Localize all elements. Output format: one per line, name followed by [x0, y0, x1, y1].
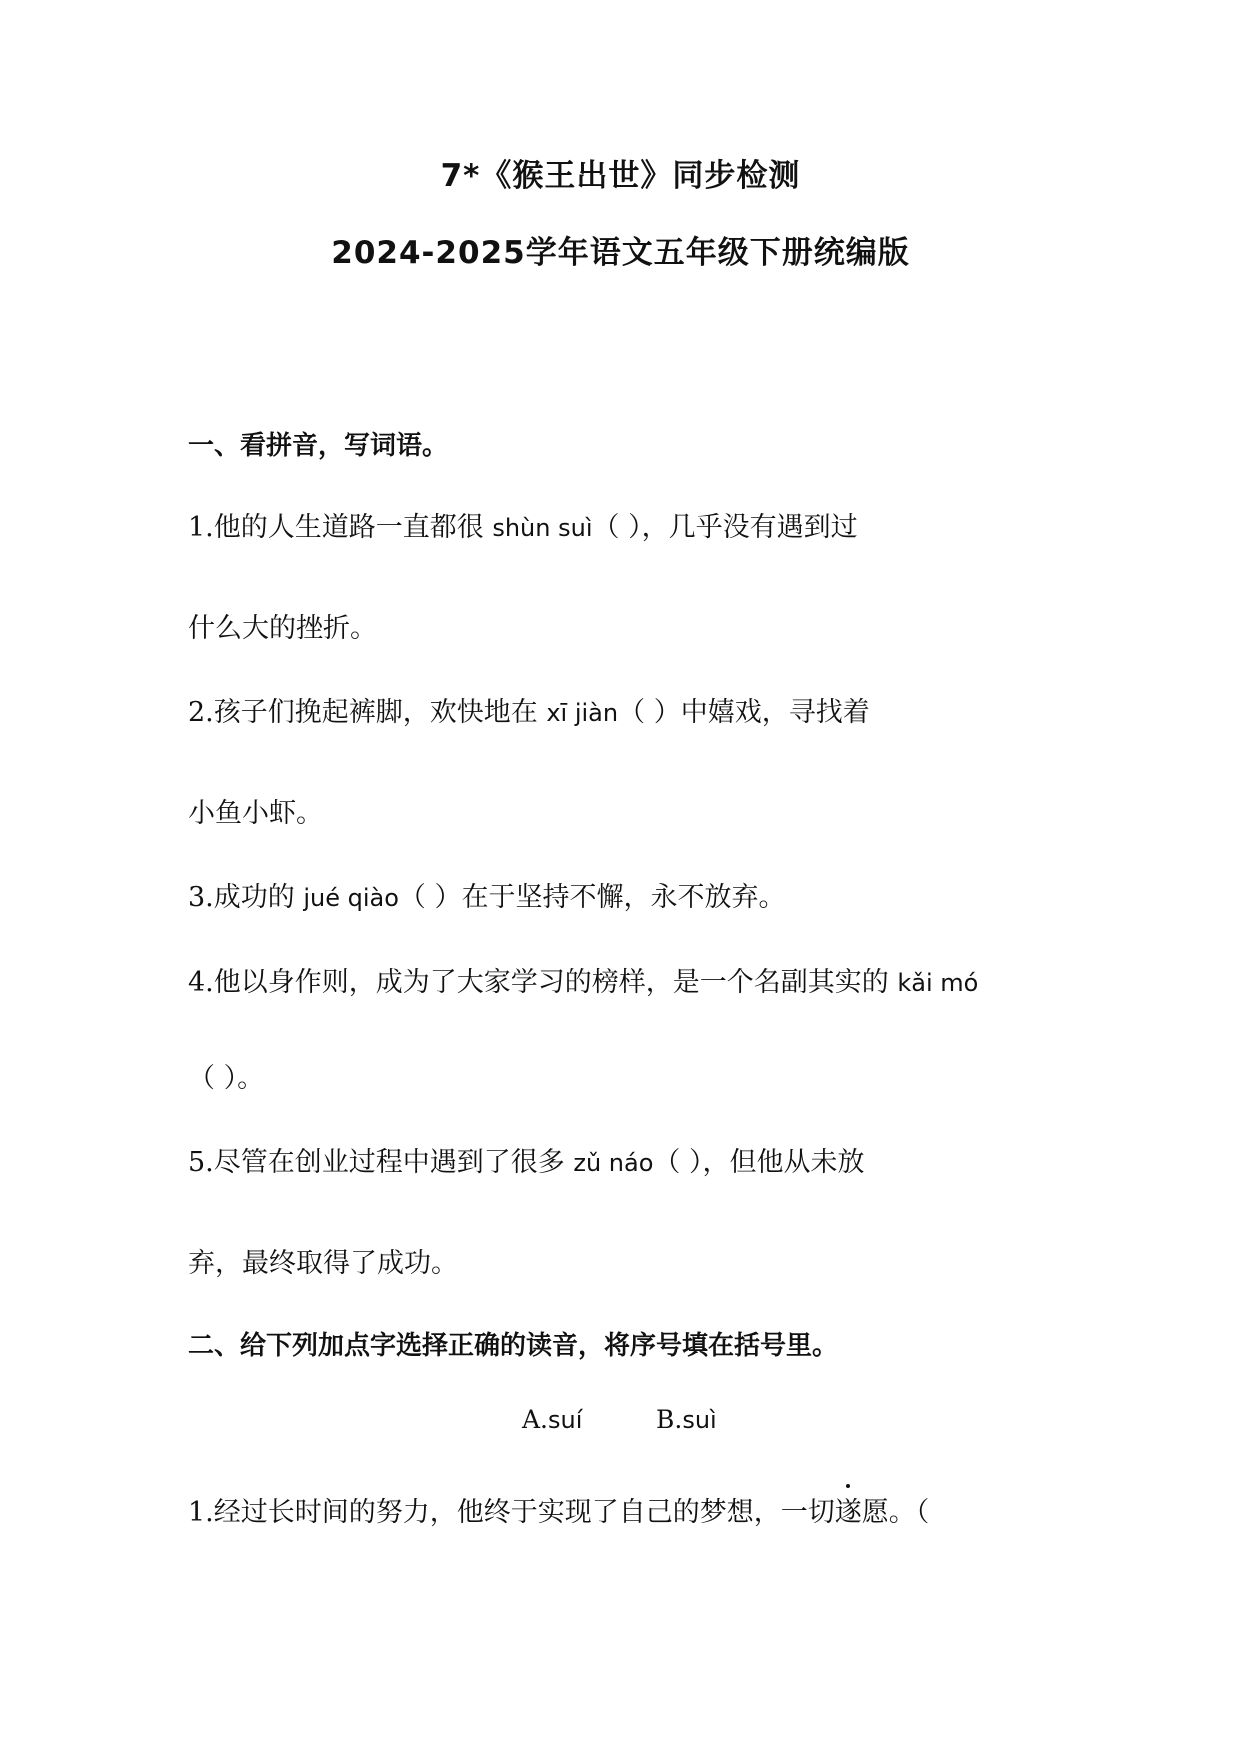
question-2-line	[188, 690, 870, 729]
question-1-text: 1.他的人生道路一直都很	[188, 512, 493, 543]
question-5-text: 5.尽管在创业过程中遇到了很多	[188, 1147, 574, 1178]
question-4-text: 4.他以身作则，成为了大家学习的榜样，是一个名副其实的	[188, 967, 898, 998]
option-b-pinyin: suì	[682, 1406, 717, 1434]
question-2-answer-blank[interactable]: （ ）中嬉戏，寻找着	[618, 697, 870, 728]
question-3-line	[188, 875, 786, 914]
question-3-answer-blank[interactable]: （ ）在于坚持不懈，永不放弃。	[398, 882, 786, 913]
question-2-continuation: 小鱼小虾。	[188, 798, 323, 829]
question-3-text: 3.成功的	[188, 882, 304, 913]
option-a-label: A.	[522, 1405, 549, 1434]
question-1-line	[188, 505, 858, 544]
option-b-label: B.	[656, 1405, 683, 1434]
question-4-answer-blank[interactable]: （ ）。	[188, 1063, 265, 1094]
option-a-pinyin: suí	[548, 1406, 583, 1434]
question-1-pinyin: shùn suì	[492, 514, 593, 542]
worksheet-subtitle: 2024-2025学年语文五年级下册统编版	[331, 235, 910, 271]
question-5-answer-blank[interactable]: （ ），但他从未放	[653, 1147, 865, 1178]
section2-heading: 二、给下列加点字选择正确的读音，将序号填在括号里。	[188, 1331, 839, 1361]
section2-question-1-line	[188, 1490, 929, 1529]
question-1-answer-blank[interactable]: （ ），几乎没有遇到过	[592, 512, 858, 543]
question-5-line	[188, 1140, 864, 1179]
option-a	[522, 1405, 582, 1434]
question-5-continuation: 弃，最终取得了成功。	[188, 1248, 458, 1279]
question-4-line	[188, 960, 978, 999]
question-1-continuation: 什么大的挫折。	[188, 613, 377, 644]
section1-heading: 一、看拼音，写词语。	[188, 431, 449, 461]
section2-question-1-answer-blank[interactable]: 愿。（	[861, 1497, 930, 1528]
question-2-text: 2.孩子们挽起裤脚，欢快地在	[188, 697, 547, 728]
question-2-pinyin: xī jiàn	[546, 699, 619, 727]
section2-question-1-text: 1.经过长时间的努力，他终于实现了自己的梦想，一切	[188, 1497, 835, 1528]
question-5-pinyin: zǔ náo	[573, 1149, 654, 1177]
worksheet-title: 7*《猴王出世》同步检测	[440, 158, 801, 194]
dotted-character: 遂	[835, 1490, 862, 1529]
question-3-pinyin: jué qiào	[303, 884, 399, 912]
question-4-pinyin: kǎi mó	[897, 969, 979, 997]
option-b	[656, 1405, 717, 1434]
